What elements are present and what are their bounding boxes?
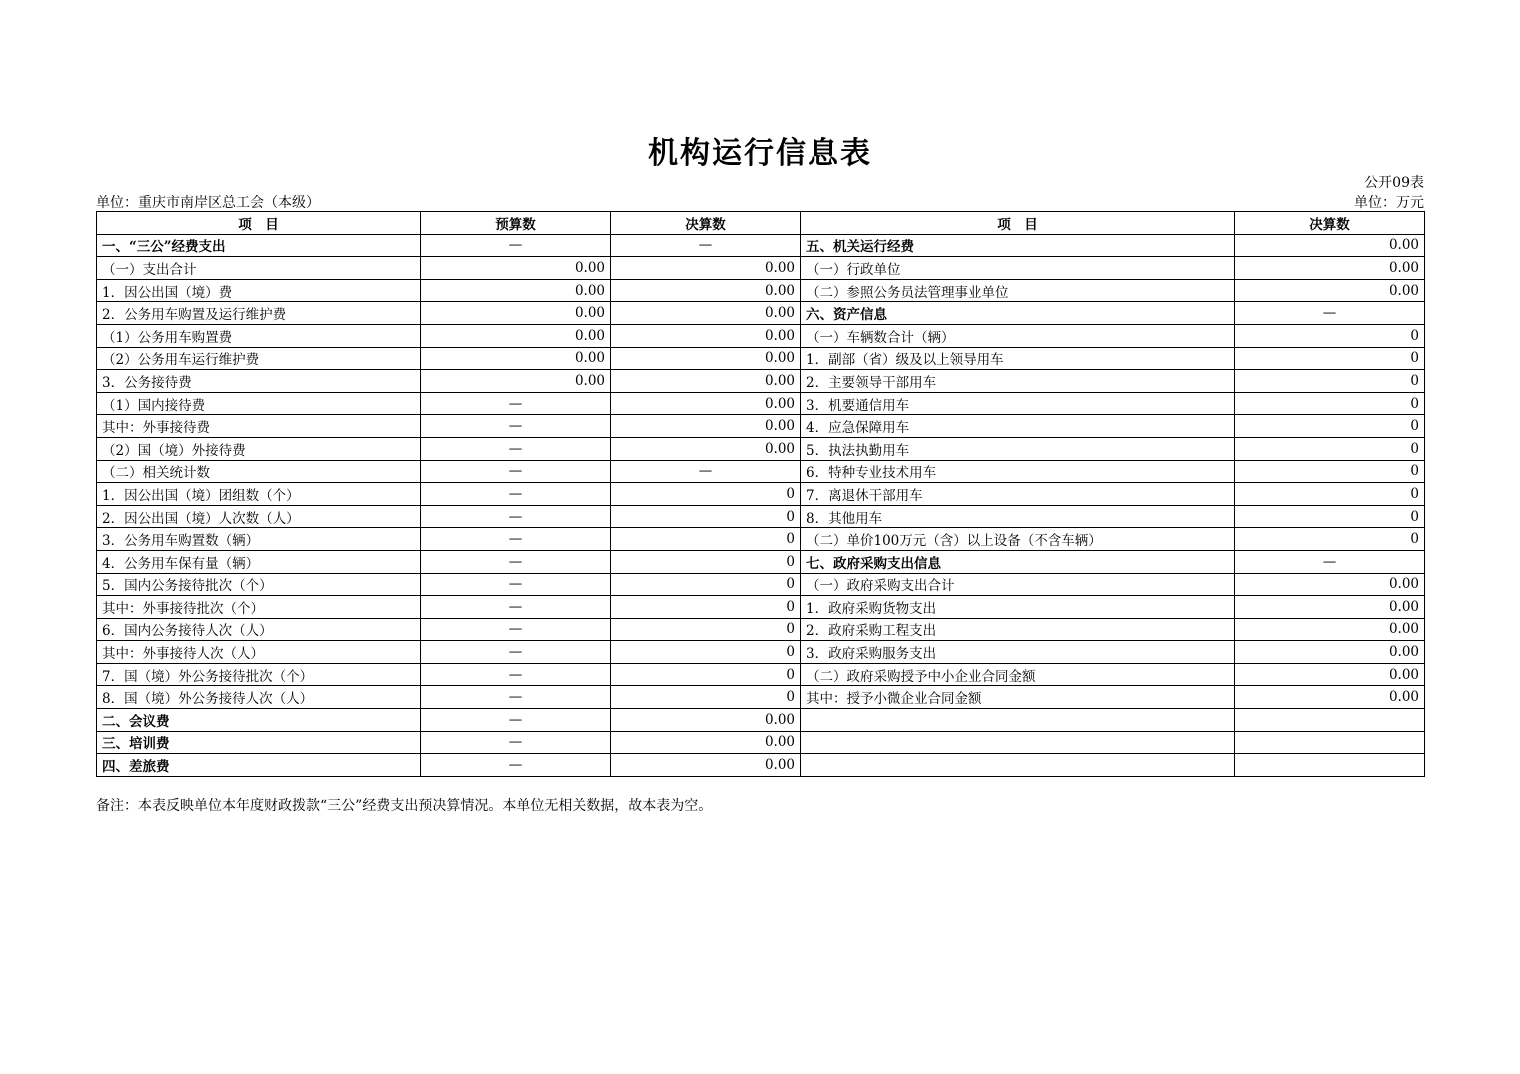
row-final2-value: 0.00 [1235,618,1425,641]
row-budget-value: 0.00 [421,324,611,347]
row-label-right: （二）参照公务员法管理事业单位 [801,279,1235,302]
table-row [97,415,1425,438]
table-note: 备注：本表反映单位本年度财政拨款“三公”经费支出预决算情况。本单位无相关数据，故本表为空。 [96,798,713,814]
row-final2-value: 0.00 [1235,573,1425,596]
row-final2-value: 0 [1235,370,1425,393]
row-label-right: 五、机关运行经费 [801,234,1235,257]
row-final-value: 0 [611,505,801,528]
row-label-left: 四、差旅费 [97,754,421,777]
row-final-value: — [611,460,801,483]
row-label-left: 1．因公出国（境）团组数（个） [97,483,421,506]
row-label-right: 4．应急保障用车 [801,415,1235,438]
row-final-value: — [611,234,801,257]
row-budget-value: — [421,731,611,754]
row-final-value: 0 [611,686,801,709]
row-budget-value: — [421,505,611,528]
row-final-value: 0.00 [611,302,801,325]
row-budget-value: 0.00 [421,279,611,302]
table-row [97,663,1425,686]
header-item-right: 项 目 [801,212,1235,235]
row-label-left: 3．公务接待费 [97,370,421,393]
row-label-left: 其中：外事接待批次（个） [97,596,421,619]
amount-unit: 单位：万元 [1354,195,1424,211]
row-final2-value: 0 [1235,437,1425,460]
row-label-left: 6．国内公务接待人次（人） [97,618,421,641]
row-label-right: 其中：授予小微企业合同金额 [801,686,1235,709]
row-label-left: （一）支出合计 [97,257,421,280]
table-row [97,573,1425,596]
row-final-value: 0 [611,596,801,619]
table-row [97,257,1425,280]
table-row [97,618,1425,641]
unit-name: 单位：重庆市南岸区总工会（本级） [96,195,320,211]
row-budget-value: — [421,528,611,551]
row-budget-value: — [421,754,611,777]
row-label-left: （2）公务用车运行维护费 [97,347,421,370]
row-label-right: 七、政府采购支出信息 [801,550,1235,573]
row-label-right: 3．机要通信用车 [801,392,1235,415]
header-item-left: 项 目 [97,212,421,235]
row-final2-value: 0 [1235,505,1425,528]
row-label-right: 2．政府采购工程支出 [801,618,1235,641]
row-label-right [801,709,1235,732]
row-label-right [801,731,1235,754]
row-budget-value: 0.00 [421,257,611,280]
row-budget-value: — [421,641,611,664]
row-final-value: 0.00 [611,392,801,415]
row-label-left: 其中：外事接待人次（人） [97,641,421,664]
row-final-value: 0.00 [611,324,801,347]
row-final2-value: 0.00 [1235,279,1425,302]
row-budget-value: — [421,550,611,573]
row-budget-value: — [421,686,611,709]
row-label-left: 8．国（境）外公务接待人次（人） [97,686,421,709]
row-final2-value: — [1235,302,1425,325]
row-final2-value: 0.00 [1235,686,1425,709]
row-label-right: 1．政府采购货物支出 [801,596,1235,619]
table-row [97,302,1425,325]
row-final-value: 0 [611,528,801,551]
row-label-left: （1）国内接待费 [97,392,421,415]
row-budget-value: — [421,573,611,596]
row-final2-value: 0.00 [1235,596,1425,619]
row-final-value: 0.00 [611,415,801,438]
row-final2-value [1235,731,1425,754]
row-final-value: 0 [611,550,801,573]
row-final2-value: 0.00 [1235,663,1425,686]
table-row [97,324,1425,347]
row-final-value: 0.00 [611,731,801,754]
table-row [97,550,1425,573]
row-final2-value: 0 [1235,347,1425,370]
row-final-value: 0 [611,641,801,664]
row-label-left: 2．因公出国（境）人次数（人） [97,505,421,528]
row-final-value: 0.00 [611,370,801,393]
row-final-value: 0.00 [611,437,801,460]
table-row [97,279,1425,302]
row-final2-value: 0 [1235,528,1425,551]
row-label-right: （一）行政单位 [801,257,1235,280]
row-budget-value: — [421,618,611,641]
table-header-row [97,212,1425,235]
row-label-left: 4．公务用车保有量（辆） [97,550,421,573]
row-budget-value: — [421,483,611,506]
table-row [97,505,1425,528]
row-final-value: 0.00 [611,709,801,732]
table-row [97,483,1425,506]
row-label-left: 其中：外事接待费 [97,415,421,438]
table-row [97,370,1425,393]
row-label-left: （二）相关统计数 [97,460,421,483]
row-label-right [801,754,1235,777]
row-budget-value: — [421,709,611,732]
机构运行信息表-table [96,211,1425,777]
row-budget-value: — [421,437,611,460]
header-budget: 预算数 [421,212,611,235]
row-label-right: 6．特种专业技术用车 [801,460,1235,483]
table-row [97,596,1425,619]
table-row [97,234,1425,257]
table-row [97,754,1425,777]
row-label-right: 1．副部（省）级及以上领导用车 [801,347,1235,370]
row-final-value: 0 [611,483,801,506]
row-budget-value: 0.00 [421,370,611,393]
row-final2-value: 0.00 [1235,641,1425,664]
row-label-left: 2．公务用车购置及运行维护费 [97,302,421,325]
sheet-number: 公开09表 [1364,175,1424,191]
row-label-left: （1）公务用车购置费 [97,324,421,347]
row-label-left: 3．公务用车购置数（辆） [97,528,421,551]
row-final-value: 0.00 [611,754,801,777]
table-row [97,641,1425,664]
row-final2-value: 0.00 [1235,234,1425,257]
row-budget-value: 0.00 [421,347,611,370]
table-row [97,437,1425,460]
row-final2-value: 0 [1235,415,1425,438]
row-final-value: 0.00 [611,279,801,302]
row-label-right: 六、资产信息 [801,302,1235,325]
row-label-right: （二）单价100万元（含）以上设备（不含车辆） [801,528,1235,551]
row-label-left: 1．因公出国（境）费 [97,279,421,302]
row-budget-value: 0.00 [421,302,611,325]
row-label-right: （二）政府采购授予中小企业合同金额 [801,663,1235,686]
row-final-value: 0 [611,663,801,686]
row-label-right: 3．政府采购服务支出 [801,641,1235,664]
header-final: 决算数 [611,212,801,235]
row-budget-value: — [421,596,611,619]
row-budget-value: — [421,460,611,483]
row-label-right: 7．离退休干部用车 [801,483,1235,506]
row-label-left: 5．国内公务接待批次（个） [97,573,421,596]
row-label-left: 三、培训费 [97,731,421,754]
table-body [97,234,1425,776]
row-budget-value: — [421,234,611,257]
table-row [97,731,1425,754]
page-title: 机构运行信息表 [648,136,872,171]
row-final-value: 0.00 [611,257,801,280]
row-label-left: （2）国（境）外接待费 [97,437,421,460]
table-row [97,392,1425,415]
row-label-right: 2．主要领导干部用车 [801,370,1235,393]
row-final2-value: 0 [1235,460,1425,483]
table-row [97,709,1425,732]
table-row [97,686,1425,709]
row-final-value: 0 [611,618,801,641]
row-final2-value: 0 [1235,483,1425,506]
table-row [97,528,1425,551]
row-final2-value: 0.00 [1235,257,1425,280]
row-label-left: 一、“三公”经费支出 [97,234,421,257]
row-budget-value: — [421,415,611,438]
row-final-value: 0 [611,573,801,596]
row-final2-value: 0 [1235,392,1425,415]
row-final2-value: — [1235,550,1425,573]
row-final2-value: 0 [1235,324,1425,347]
row-budget-value: — [421,392,611,415]
table-row [97,347,1425,370]
row-label-left: 7．国（境）外公务接待批次（个） [97,663,421,686]
row-final-value: 0.00 [611,347,801,370]
row-label-right: （一）政府采购支出合计 [801,573,1235,596]
row-label-right: 5．执法执勤用车 [801,437,1235,460]
row-final2-value [1235,754,1425,777]
row-label-right: （一）车辆数合计（辆） [801,324,1235,347]
row-budget-value: — [421,663,611,686]
row-label-left: 二、会议费 [97,709,421,732]
row-label-right: 8．其他用车 [801,505,1235,528]
row-final2-value [1235,709,1425,732]
header-final2: 决算数 [1235,212,1425,235]
table-row [97,460,1425,483]
